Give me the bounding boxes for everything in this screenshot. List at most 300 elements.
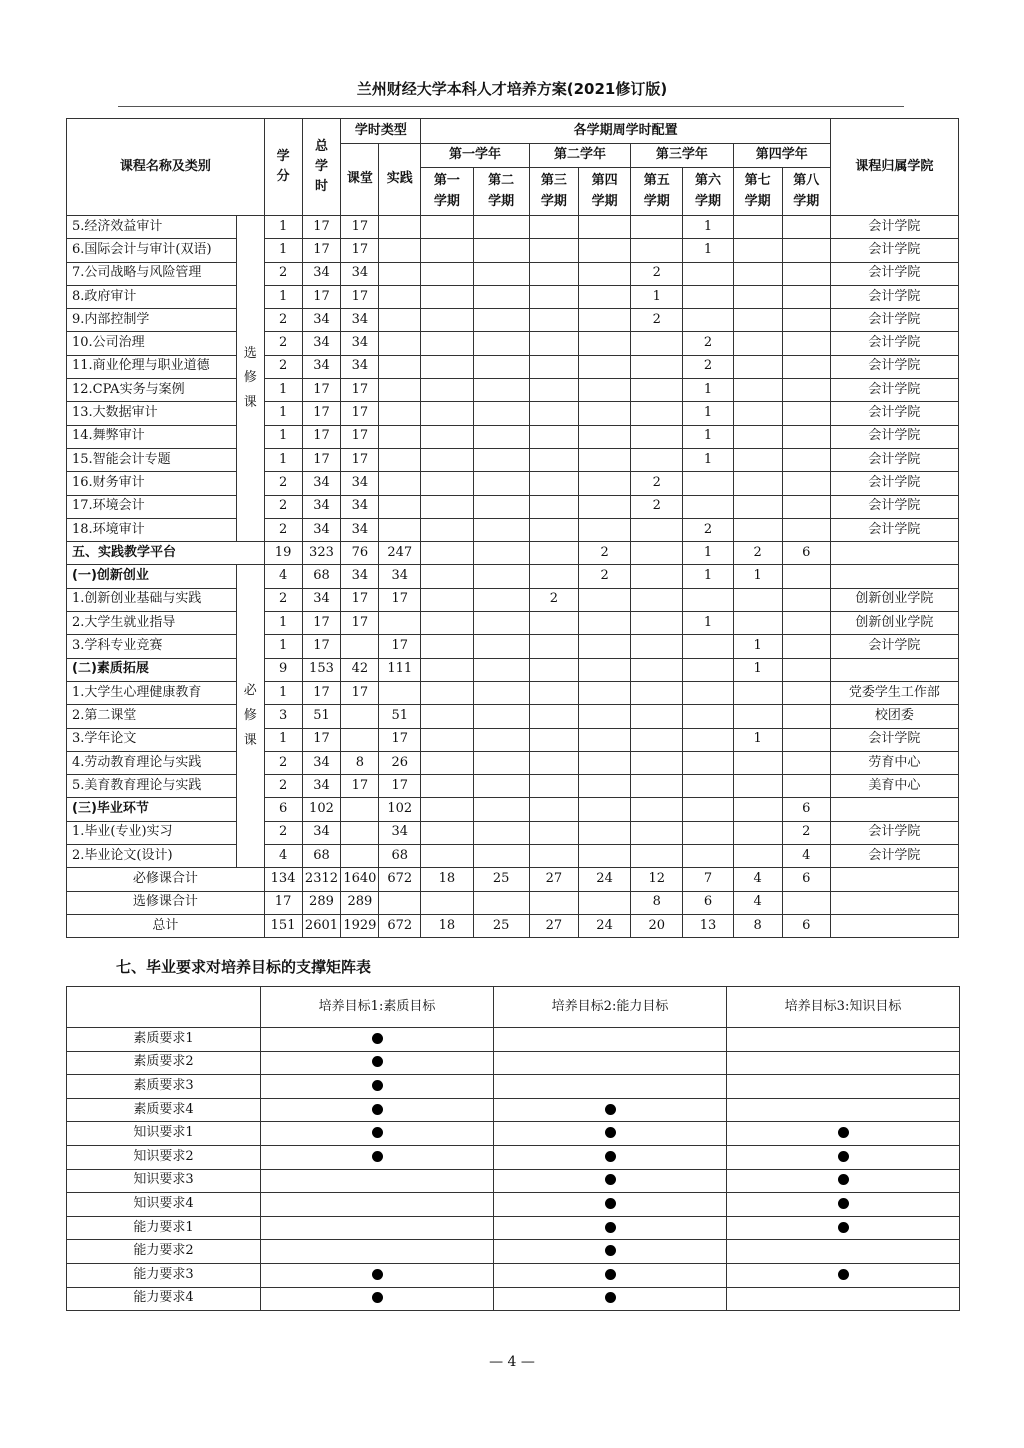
- semester-hours-cell: [529, 285, 578, 308]
- course-name: 五、实践教学平台: [67, 542, 265, 565]
- practice-hours-cell: [379, 891, 421, 914]
- matrix-cell: [727, 1075, 960, 1099]
- credit-cell: 1: [264, 239, 302, 262]
- support-dot-icon: [838, 1269, 849, 1280]
- semester-hours-cell: [473, 448, 529, 471]
- college-cell: 会计学院: [830, 285, 958, 308]
- practice-hours-cell: [379, 355, 421, 378]
- practice-hours-cell: [379, 402, 421, 425]
- semester-hours-cell: [631, 821, 683, 844]
- semester-hours-cell: 1: [683, 425, 733, 448]
- semester-hours-cell: [631, 542, 683, 565]
- semester-hours-cell: [782, 332, 830, 355]
- semester-hours-cell: 4: [733, 868, 782, 891]
- semester-hours-cell: [631, 355, 683, 378]
- college-cell: [830, 658, 958, 681]
- header-semester: 第四 学期: [578, 168, 630, 216]
- semester-hours-cell: [473, 262, 529, 285]
- credit-cell: 1: [264, 216, 302, 239]
- semester-hours-cell: [421, 635, 473, 658]
- semester-hours-cell: [473, 681, 529, 704]
- matrix-cell: [261, 1122, 494, 1146]
- practice-hours-cell: [379, 379, 421, 402]
- semester-hours-cell: [529, 612, 578, 635]
- college-cell: 会计学院: [830, 425, 958, 448]
- course-name: 9.内部控制学: [67, 309, 237, 332]
- credit-cell: 2: [264, 472, 302, 495]
- semester-hours-cell: [631, 705, 683, 728]
- semester-hours-cell: [782, 472, 830, 495]
- table-row: [67, 751, 959, 774]
- practice-hours-cell: 17: [379, 775, 421, 798]
- header-college: 课程归属学院: [830, 119, 958, 216]
- class-hours-cell: 17: [341, 379, 379, 402]
- semester-hours-cell: [683, 285, 733, 308]
- practice-hours-cell: 17: [379, 635, 421, 658]
- semester-hours-cell: [578, 425, 630, 448]
- support-dot-icon: [372, 1269, 383, 1280]
- semester-hours-cell: [733, 285, 782, 308]
- matrix-cell: [261, 1216, 494, 1240]
- semester-hours-cell: 20: [631, 914, 683, 937]
- credit-cell: 19: [264, 542, 302, 565]
- class-hours-cell: 17: [341, 448, 379, 471]
- course-name: (三)毕业环节: [67, 798, 237, 821]
- credit-cell: 2: [264, 518, 302, 541]
- course-name: (二)素质拓展: [67, 658, 237, 681]
- requirement-label: 素质要求4: [67, 1098, 261, 1122]
- semester-hours-cell: 1: [683, 542, 733, 565]
- support-dot-icon: [838, 1151, 849, 1162]
- semester-hours-cell: [529, 425, 578, 448]
- course-name: 6.国际会计与审计(双语): [67, 239, 237, 262]
- semester-hours-cell: [578, 355, 630, 378]
- header-semester: 第七 学期: [733, 168, 782, 216]
- table-row: [67, 542, 959, 565]
- practice-hours-cell: [379, 285, 421, 308]
- credit-cell: 6: [264, 798, 302, 821]
- semester-hours-cell: [578, 402, 630, 425]
- matrix-cell: [494, 1075, 727, 1099]
- total-hours-cell: 102: [302, 798, 341, 821]
- course-name: 5.美育教育理论与实践: [67, 775, 237, 798]
- semester-hours-cell: 2: [578, 565, 630, 588]
- semester-hours-cell: [578, 751, 630, 774]
- college-cell: 会计学院: [830, 635, 958, 658]
- header-semester: 第一 学期: [421, 168, 473, 216]
- class-hours-cell: [341, 845, 379, 868]
- credit-cell: 4: [264, 565, 302, 588]
- semester-hours-cell: [421, 402, 473, 425]
- support-dot-icon: [605, 1151, 616, 1162]
- semester-hours-cell: 2: [631, 309, 683, 332]
- total-hours-cell: 2312: [302, 868, 341, 891]
- semester-hours-cell: [733, 216, 782, 239]
- total-hours-cell: 34: [302, 495, 341, 518]
- semester-hours-cell: [578, 658, 630, 681]
- semester-hours-cell: [473, 402, 529, 425]
- semester-hours-cell: [733, 845, 782, 868]
- semester-hours-cell: [733, 448, 782, 471]
- course-name: 11.商业伦理与职业道德: [67, 355, 237, 378]
- support-dot-icon: [838, 1174, 849, 1185]
- semester-hours-cell: [782, 775, 830, 798]
- matrix-cell: [727, 1263, 960, 1287]
- practice-hours-cell: [379, 425, 421, 448]
- semester-hours-cell: [421, 658, 473, 681]
- credit-cell: 1: [264, 425, 302, 448]
- matrix-cell: [494, 1240, 727, 1264]
- semester-hours-cell: [529, 448, 578, 471]
- semester-hours-cell: [578, 518, 630, 541]
- semester-hours-cell: 2: [683, 355, 733, 378]
- support-dot-icon: [372, 1127, 383, 1138]
- semester-hours-cell: [473, 495, 529, 518]
- table-row: [67, 285, 959, 308]
- semester-hours-cell: [733, 355, 782, 378]
- support-dot-icon: [372, 1056, 383, 1067]
- total-hours-cell: 34: [302, 821, 341, 844]
- practice-hours-cell: 17: [379, 588, 421, 611]
- credit-cell: 1: [264, 612, 302, 635]
- credit-cell: 2: [264, 309, 302, 332]
- matrix-cell: [494, 1145, 727, 1169]
- semester-hours-cell: [733, 239, 782, 262]
- semester-hours-cell: [473, 472, 529, 495]
- class-hours-cell: 17: [341, 681, 379, 704]
- semester-hours-cell: [782, 448, 830, 471]
- class-hours-cell: 34: [341, 332, 379, 355]
- course-name: 8.政府审计: [67, 285, 237, 308]
- class-hours-cell: 17: [341, 775, 379, 798]
- semester-hours-cell: [782, 239, 830, 262]
- semester-hours-cell: [631, 775, 683, 798]
- total-hours-cell: 17: [302, 425, 341, 448]
- semester-hours-cell: [578, 495, 630, 518]
- semester-hours-cell: [683, 588, 733, 611]
- semester-hours-cell: [733, 495, 782, 518]
- header-semester: 第二 学期: [473, 168, 529, 216]
- table-row: [67, 681, 959, 704]
- semester-hours-cell: [578, 239, 630, 262]
- class-hours-cell: 17: [341, 216, 379, 239]
- matrix-cell: [261, 1028, 494, 1052]
- semester-hours-cell: [578, 262, 630, 285]
- semester-hours-cell: [578, 588, 630, 611]
- semester-hours-cell: [683, 845, 733, 868]
- support-dot-icon: [372, 1033, 383, 1044]
- credit-cell: 1: [264, 402, 302, 425]
- semester-hours-cell: [782, 635, 830, 658]
- semester-hours-cell: [733, 332, 782, 355]
- goal-header: 培养目标3:知识目标: [727, 987, 960, 1028]
- semester-hours-cell: [782, 262, 830, 285]
- requirement-label: 知识要求3: [67, 1169, 261, 1193]
- semester-hours-cell: [529, 775, 578, 798]
- support-dot-icon: [605, 1245, 616, 1256]
- requirement-label: 能力要求1: [67, 1216, 261, 1240]
- semester-hours-cell: [421, 821, 473, 844]
- college-cell: 会计学院: [830, 332, 958, 355]
- class-hours-cell: [341, 705, 379, 728]
- support-dot-icon: [605, 1104, 616, 1115]
- semester-hours-cell: [473, 542, 529, 565]
- credit-cell: 4: [264, 845, 302, 868]
- semester-hours-cell: [631, 588, 683, 611]
- semester-hours-cell: [733, 612, 782, 635]
- page-number: — 4 —: [489, 1354, 535, 1370]
- matrix-cell: [261, 1240, 494, 1264]
- course-name: 15.智能会计专题: [67, 448, 237, 471]
- class-hours-cell: 289: [341, 891, 379, 914]
- course-name: 13.大数据审计: [67, 402, 237, 425]
- semester-hours-cell: [782, 658, 830, 681]
- credit-cell: 2: [264, 355, 302, 378]
- semester-hours-cell: [733, 751, 782, 774]
- semester-hours-cell: [578, 681, 630, 704]
- header-semester: 第三 学期: [529, 168, 578, 216]
- matrix-row: [67, 1075, 960, 1099]
- semester-hours-cell: 6: [683, 891, 733, 914]
- semester-hours-cell: [578, 379, 630, 402]
- semester-hours-cell: 2: [733, 542, 782, 565]
- table-row: [67, 821, 959, 844]
- semester-hours-cell: [421, 798, 473, 821]
- semester-hours-cell: [529, 681, 578, 704]
- semester-hours-cell: [578, 448, 630, 471]
- college-cell: 创新创业学院: [830, 588, 958, 611]
- practice-hours-cell: 26: [379, 751, 421, 774]
- total-hours-cell: 34: [302, 472, 341, 495]
- semester-hours-cell: [733, 821, 782, 844]
- semester-hours-cell: [421, 285, 473, 308]
- semester-hours-cell: [578, 332, 630, 355]
- table-row: [67, 379, 959, 402]
- college-cell: 会计学院: [830, 216, 958, 239]
- class-hours-cell: [341, 798, 379, 821]
- semester-hours-cell: [529, 821, 578, 844]
- matrix-cell: [261, 1193, 494, 1217]
- credit-cell: 2: [264, 262, 302, 285]
- table-row: [67, 448, 959, 471]
- course-name: 必修课合计: [67, 868, 265, 891]
- class-hours-cell: 34: [341, 565, 379, 588]
- matrix-cell: [727, 1145, 960, 1169]
- practice-hours-cell: 17: [379, 728, 421, 751]
- course-name: 5.经济效益审计: [67, 216, 237, 239]
- matrix-cell: [494, 1216, 727, 1240]
- header-course-name: 课程名称及类别: [67, 119, 265, 216]
- class-hours-cell: 17: [341, 285, 379, 308]
- semester-hours-cell: [782, 402, 830, 425]
- semester-hours-cell: 1: [683, 448, 733, 471]
- semester-hours-cell: [782, 891, 830, 914]
- class-hours-cell: 34: [341, 518, 379, 541]
- total-hours-cell: 17: [302, 681, 341, 704]
- class-hours-cell: 34: [341, 495, 379, 518]
- semester-hours-cell: [683, 705, 733, 728]
- semester-hours-cell: 18: [421, 914, 473, 937]
- table-row: [67, 775, 959, 798]
- matrix-cell: [727, 1051, 960, 1075]
- semester-hours-cell: 2: [529, 588, 578, 611]
- semester-hours-cell: [473, 355, 529, 378]
- semester-hours-cell: [782, 565, 830, 588]
- semester-hours-cell: [733, 681, 782, 704]
- semester-hours-cell: [631, 425, 683, 448]
- matrix-cell: [727, 1169, 960, 1193]
- semester-hours-cell: [529, 565, 578, 588]
- semester-hours-cell: [473, 635, 529, 658]
- semester-hours-cell: [421, 565, 473, 588]
- support-dot-icon: [838, 1222, 849, 1233]
- table-row: [67, 891, 959, 914]
- total-hours-cell: 17: [302, 612, 341, 635]
- matrix-cell: [727, 1028, 960, 1052]
- semester-hours-cell: [683, 751, 733, 774]
- semester-hours-cell: [473, 518, 529, 541]
- support-dot-icon: [605, 1269, 616, 1280]
- semester-hours-cell: [473, 425, 529, 448]
- credit-cell: 17: [264, 891, 302, 914]
- semester-hours-cell: [578, 216, 630, 239]
- course-name: 3.学年论文: [67, 728, 237, 751]
- college-cell: 会计学院: [830, 495, 958, 518]
- total-hours-cell: 2601: [302, 914, 341, 937]
- semester-hours-cell: [631, 751, 683, 774]
- semester-hours-cell: [421, 681, 473, 704]
- college-cell: 会计学院: [830, 472, 958, 495]
- semester-hours-cell: [473, 332, 529, 355]
- credit-cell: 1: [264, 728, 302, 751]
- semester-hours-cell: [421, 891, 473, 914]
- class-hours-cell: 34: [341, 262, 379, 285]
- semester-hours-cell: [421, 775, 473, 798]
- total-hours-cell: 34: [302, 588, 341, 611]
- support-dot-icon: [605, 1198, 616, 1209]
- credit-cell: 1: [264, 379, 302, 402]
- matrix-row: [67, 1145, 960, 1169]
- semester-hours-cell: [733, 379, 782, 402]
- table-row: [67, 612, 959, 635]
- semester-hours-cell: 4: [782, 845, 830, 868]
- semester-hours-cell: [683, 798, 733, 821]
- college-cell: [830, 914, 958, 937]
- semester-hours-cell: [578, 798, 630, 821]
- semester-hours-cell: [733, 705, 782, 728]
- total-hours-cell: 17: [302, 728, 341, 751]
- semester-hours-cell: 2: [782, 821, 830, 844]
- semester-hours-cell: [733, 588, 782, 611]
- matrix-row: [67, 1263, 960, 1287]
- practice-hours-cell: 68: [379, 845, 421, 868]
- semester-hours-cell: [782, 751, 830, 774]
- course-name: 1.毕业(专业)实习: [67, 821, 237, 844]
- semester-hours-cell: [473, 705, 529, 728]
- college-cell: 劳育中心: [830, 751, 958, 774]
- requirement-label: 知识要求4: [67, 1193, 261, 1217]
- semester-hours-cell: [782, 681, 830, 704]
- class-hours-cell: [341, 635, 379, 658]
- semester-hours-cell: [782, 216, 830, 239]
- support-dot-icon: [372, 1151, 383, 1162]
- table-row: [67, 658, 959, 681]
- semester-hours-cell: 7: [683, 868, 733, 891]
- semester-hours-cell: [683, 728, 733, 751]
- total-hours-cell: 34: [302, 332, 341, 355]
- semester-hours-cell: [683, 821, 733, 844]
- semester-hours-cell: [473, 379, 529, 402]
- matrix-cell: [261, 1287, 494, 1311]
- total-hours-cell: 17: [302, 402, 341, 425]
- credit-cell: 9: [264, 658, 302, 681]
- section-7-title: 七、毕业要求对培养目标的支撑矩阵表: [116, 958, 372, 976]
- practice-hours-cell: [379, 612, 421, 635]
- semester-hours-cell: 25: [473, 868, 529, 891]
- table-row: [67, 495, 959, 518]
- semester-hours-cell: [782, 379, 830, 402]
- table-row: [67, 588, 959, 611]
- college-cell: 会计学院: [830, 821, 958, 844]
- college-cell: 校团委: [830, 705, 958, 728]
- table-row: [67, 216, 959, 239]
- semester-hours-cell: [683, 658, 733, 681]
- semester-hours-cell: [683, 635, 733, 658]
- semester-hours-cell: [733, 798, 782, 821]
- semester-hours-cell: [421, 332, 473, 355]
- semester-hours-cell: [782, 425, 830, 448]
- header-semester: 第五 学期: [631, 168, 683, 216]
- practice-hours-cell: 247: [379, 542, 421, 565]
- semester-hours-cell: 2: [683, 518, 733, 541]
- course-name: 2.大学生就业指导: [67, 612, 237, 635]
- header-practice: 实践: [379, 144, 421, 216]
- total-hours-cell: 17: [302, 216, 341, 239]
- semester-hours-cell: [421, 262, 473, 285]
- total-hours-cell: 34: [302, 775, 341, 798]
- course-category: 必 修 课: [236, 565, 264, 868]
- credit-cell: 1: [264, 448, 302, 471]
- college-cell: 会计学院: [830, 728, 958, 751]
- semester-hours-cell: [683, 262, 733, 285]
- matrix-cell: [727, 1216, 960, 1240]
- header-rule: [118, 106, 904, 107]
- semester-hours-cell: [529, 891, 578, 914]
- class-hours-cell: 34: [341, 309, 379, 332]
- header-credit: 学 分: [264, 119, 302, 216]
- semester-hours-cell: [473, 565, 529, 588]
- matrix-cell: [494, 1169, 727, 1193]
- semester-hours-cell: [473, 658, 529, 681]
- semester-hours-cell: [578, 705, 630, 728]
- semester-hours-cell: [473, 309, 529, 332]
- course-name: 总计: [67, 914, 265, 937]
- practice-hours-cell: [379, 518, 421, 541]
- credit-cell: 3: [264, 705, 302, 728]
- semester-hours-cell: 1: [683, 612, 733, 635]
- course-name: (一)创新创业: [67, 565, 237, 588]
- course-name: 14.舞弊审计: [67, 425, 237, 448]
- header-year-4: 第四学年: [733, 144, 830, 168]
- semester-hours-cell: [421, 751, 473, 774]
- total-hours-cell: 17: [302, 635, 341, 658]
- course-name: 7.公司战略与风险管理: [67, 262, 237, 285]
- total-hours-cell: 51: [302, 705, 341, 728]
- credit-cell: 2: [264, 588, 302, 611]
- table-row: [67, 705, 959, 728]
- semester-hours-cell: [578, 891, 630, 914]
- semester-hours-cell: 6: [782, 914, 830, 937]
